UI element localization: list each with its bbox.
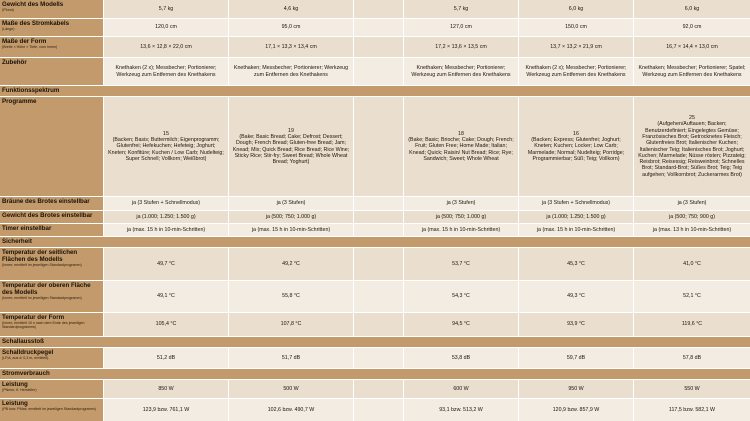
- row-title: Maße des Stromkabels: [2, 20, 70, 27]
- table-cell: 117,5 bzw. 582,1 W: [634, 399, 750, 421]
- row-subtitle: (Innen; ermittelt 10 s nach dem Ende des jeweiligen Standardprogramms): [2, 321, 85, 330]
- table-cell: 105,4 °C: [104, 313, 229, 336]
- row-title: Maße der Form: [2, 38, 47, 45]
- row-subtitle: (Pfund): [2, 8, 14, 12]
- table-cell: [354, 197, 404, 210]
- table-cell: 120,9 bzw. 857,9 W: [519, 399, 634, 421]
- table-cell: 102,6 bzw. 490,7 W: [229, 399, 354, 421]
- table-cell: 93,1 bzw. 513,2 W: [404, 399, 519, 421]
- row-subtitle: (PB bzw. PMax; ermittelt im jeweiligen Standardprogramm): [2, 407, 96, 411]
- row-title: Bräune des Brotes einstellbar: [2, 198, 90, 205]
- section-header: Sicherheit: [0, 237, 750, 247]
- table-cell: [354, 399, 404, 421]
- row-label: [0, 348, 104, 368]
- table-cell: 550 W: [634, 380, 750, 398]
- table-cell: 51,2 dB: [104, 348, 229, 368]
- table-cell: [354, 19, 404, 36]
- table-cell: 25 (Aufgehen/Auftauen; Backen; Benutzerdefiniert; Eingelegtes Gemüse; Französisches Brot; Getrocknetes Fleisch; Glutenfreies Brot; Italienischer Kuchen; Italienischer Teig; Italienisches Brot; Joghurt; Kuchen; Marmelade; Nüsse rösten; Pizzateig; Reisbrot; Reisessig; Reisweinbrot; Schnelles Brot; Standard-Brot; Süßes Brot; Teig; Teig aufgehen; Vollkornbrot; Zuckerarmes Brot): [634, 97, 750, 196]
- row-subtitle: (Innen; ermittelt im jeweiligen Standardprogramm): [2, 263, 82, 267]
- table-cell: [354, 348, 404, 368]
- row-label: [0, 58, 104, 85]
- table-cell: 18 (Bake; Basic; Brioche; Cake; Dough; French; Fruit; Gluten Free; Home Made; Italian; Knead; Quick; Raisin/ Nut Bread; Rice; Rye; Sandwich; Sweet; Whole Wheat: [404, 97, 519, 196]
- table-cell: 5,7 kg: [404, 0, 519, 18]
- table-cell: 49,1 °C: [104, 281, 229, 312]
- table-row: [0, 0, 750, 18]
- table-cell: 17,2 × 13,6 × 13,5 cm: [404, 37, 519, 57]
- table-cell: 92,0 cm: [634, 19, 750, 36]
- row-label: [0, 197, 104, 210]
- table-cell: 45,3 °C: [519, 248, 634, 280]
- row-label: [0, 0, 104, 18]
- table-cell: 13,6 × 12,8 × 22,0 cm: [104, 37, 229, 57]
- table-cell: ja (500; 750; 1.000 g): [229, 211, 354, 223]
- row-label: [0, 281, 104, 312]
- table-cell: ja (3 Stufen): [634, 197, 750, 210]
- row-subtitle: (PNenn; lt. Hersteller): [2, 388, 37, 392]
- table-cell: 4,6 kg: [229, 0, 354, 18]
- table-cell: ja (1.000; 1.250; 1.500 g): [519, 211, 634, 223]
- row-label: [0, 37, 104, 57]
- table-cell: 119,6 °C: [634, 313, 750, 336]
- section-header: Funktionsspektrum: [0, 86, 750, 96]
- table-cell: 16,7 × 14,4 × 13,0 cm: [634, 37, 750, 57]
- table-cell: 95,0 cm: [229, 19, 354, 36]
- table-cell: [354, 0, 404, 18]
- row-title: Zubehör: [2, 59, 27, 66]
- table-cell: 120,0 cm: [104, 19, 229, 36]
- table-cell: [354, 380, 404, 398]
- table-cell: [354, 211, 404, 223]
- table-cell: 127,0 cm: [404, 19, 519, 36]
- table-cell: ja (max. 15 h in 10-min-Schritten): [104, 224, 229, 236]
- row-title: Timer einstellbar: [2, 225, 52, 232]
- table-cell: ja (500; 750; 1.000 g): [404, 211, 519, 223]
- table-cell: Knethaken (2 x); Messbecher; Portionierer; Werkzeug zum Entfernen des Knethakens: [519, 58, 634, 85]
- table-cell: 17,1 × 13,3 × 13,4 cm: [229, 37, 354, 57]
- table-cell: 52,1 °C: [634, 281, 750, 312]
- row-label: [0, 19, 104, 36]
- table-cell: [354, 281, 404, 312]
- table-row: [0, 97, 750, 196]
- table-cell: 59,7 dB: [519, 348, 634, 368]
- table-cell: 16 (Backen; Express; Glutenfrei; Joghurt; Kneten; Kuchen; Locker; Low Carb; Marmelade; Normal; Nudelteig; Porridge; Programmierbar; Süß; Teig; Vollkorn): [519, 97, 634, 196]
- table-cell: [354, 97, 404, 196]
- row-label: [0, 399, 104, 421]
- row-title: Leistung: [2, 400, 28, 407]
- table-cell: Knethaken (2 x); Messbecher; Portionierer; Werkzeug zum Entfernen des Knethakens: [104, 58, 229, 85]
- table-cell: [354, 58, 404, 85]
- table-cell: 49,2 °C: [229, 248, 354, 280]
- table-cell: 51,7 dB: [229, 348, 354, 368]
- table-cell: 150,0 cm: [519, 19, 634, 36]
- table-cell: Knethaken; Messbecher; Portionierer; Spatel; Werkzeug zum Entfernen des Knethakens: [634, 58, 750, 85]
- table-row: [0, 281, 750, 312]
- row-subtitle: (Innen; ermittelt im jeweiligen Standardprogramm): [2, 296, 82, 300]
- table-cell: 15 (Backen; Basis; Buttermilch; Eigenprogramm; Glutenfrei; Hefekuchen; Hefeteig; Joghurt; Kneten; Konfitüre; Kuchen / Low Carb; Nudelteig; Super Schnell; Vollkorn; Weißbrot): [104, 97, 229, 196]
- table-cell: ja (max. 15 h in 10-min-Schritten): [229, 224, 354, 236]
- section-header: Stromverbrauch: [0, 369, 750, 379]
- table-cell: 53,7 °C: [404, 248, 519, 280]
- row-title: Programme: [2, 98, 37, 105]
- row-title: Temperatur der oberen Fläche des Modells: [2, 282, 91, 296]
- row-subtitle: (LP,A; aus d: 0,3 m, ermittelt): [2, 356, 49, 360]
- table-cell: [354, 313, 404, 336]
- table-cell: 49,7 °C: [104, 248, 229, 280]
- section-header: Schallausstoß: [0, 337, 750, 347]
- table-cell: ja (3 Stufen + Schnellmodus): [519, 197, 634, 210]
- row-label: [0, 380, 104, 398]
- table-row: [0, 197, 750, 210]
- row-label: [0, 248, 104, 280]
- table-row: [0, 211, 750, 223]
- table-row: [0, 19, 750, 36]
- table-cell: ja (3 Stufen + Schnellmodus): [104, 197, 229, 210]
- table-cell: 600 W: [404, 380, 519, 398]
- table-cell: 54,3 °C: [404, 281, 519, 312]
- row-label: [0, 97, 104, 196]
- table-cell: 93,9 °C: [519, 313, 634, 336]
- row-title: Schalldruckpegel: [2, 349, 54, 356]
- row-subtitle: (Breite × Höhe × Tiefe, vom Innen): [2, 45, 58, 49]
- table-cell: [354, 224, 404, 236]
- table-cell: 13,7 × 13,2 × 21,9 cm: [519, 37, 634, 57]
- table-cell: 123,9 bzw. 761,1 W: [104, 399, 229, 421]
- table-row: [0, 58, 750, 85]
- table-cell: 500 W: [229, 380, 354, 398]
- table-row: [0, 37, 750, 57]
- table-cell: 55,8 °C: [229, 281, 354, 312]
- row-title: Leistung: [2, 381, 28, 388]
- row-subtitle: (Länge): [2, 27, 15, 31]
- row-label: [0, 211, 104, 223]
- table-cell: ja (max. 15 h in 10-min-Schritten): [519, 224, 634, 236]
- table-cell: 19 (Bake; Basic Bread; Cake; Defrost; Dessert; Dough; French Bread; Gluten-free Bread; Jam; Knead; Mix; Quick Bread; Rice Bread; Rice Wine; Sticky Rice; Stir-fry; Sweet Bread; Whole Wheat Bread; Yoghurt): [229, 97, 354, 196]
- table-row: [0, 380, 750, 398]
- table-row: [0, 399, 750, 421]
- table-cell: 107,8 °C: [229, 313, 354, 336]
- row-title: Temperatur der Form: [2, 314, 65, 321]
- row-label: [0, 224, 104, 236]
- table-cell: 5,7 kg: [104, 0, 229, 18]
- table-cell: Knethaken; Messbecher; Portionierer; Werkzeug zum Entfernen des Knethakens: [229, 58, 354, 85]
- table-cell: [354, 248, 404, 280]
- table-cell: ja (1.000; 1.250; 1.500 g): [104, 211, 229, 223]
- table-cell: 94,5 °C: [404, 313, 519, 336]
- table-cell: ja (3 Stufen): [404, 197, 519, 210]
- table-row: [0, 313, 750, 336]
- table-cell: ja (3 Stufen): [229, 197, 354, 210]
- table-row: [0, 348, 750, 368]
- row-title: Gewicht des Modells: [2, 1, 64, 8]
- table-row: [0, 248, 750, 280]
- table-cell: [354, 37, 404, 57]
- row-title: Gewicht des Brotes einstellbar: [2, 212, 93, 219]
- row-label: [0, 313, 104, 336]
- table-cell: 53,8 dB: [404, 348, 519, 368]
- table-cell: ja (max. 15 h in 10-min-Schritten): [404, 224, 519, 236]
- table-row: [0, 224, 750, 236]
- table-cell: 950 W: [519, 380, 634, 398]
- table-cell: 41,0 °C: [634, 248, 750, 280]
- table-cell: Knethaken; Messbecher; Portionierer; Werkzeug zum Entfernen des Knethakens: [404, 58, 519, 85]
- table-cell: 49,3 °C: [519, 281, 634, 312]
- table-cell: ja (500; 750; 900 g): [634, 211, 750, 223]
- table-cell: 57,8 dB: [634, 348, 750, 368]
- table-cell: ja (max. 13 h in 10-min-Schritten): [634, 224, 750, 236]
- table-cell: 6,0 kg: [519, 0, 634, 18]
- table-cell: 6,0 kg: [634, 0, 750, 18]
- table-cell: 850 W: [104, 380, 229, 398]
- row-title: Temperatur der seitlichen Flächen des Modells: [2, 249, 78, 263]
